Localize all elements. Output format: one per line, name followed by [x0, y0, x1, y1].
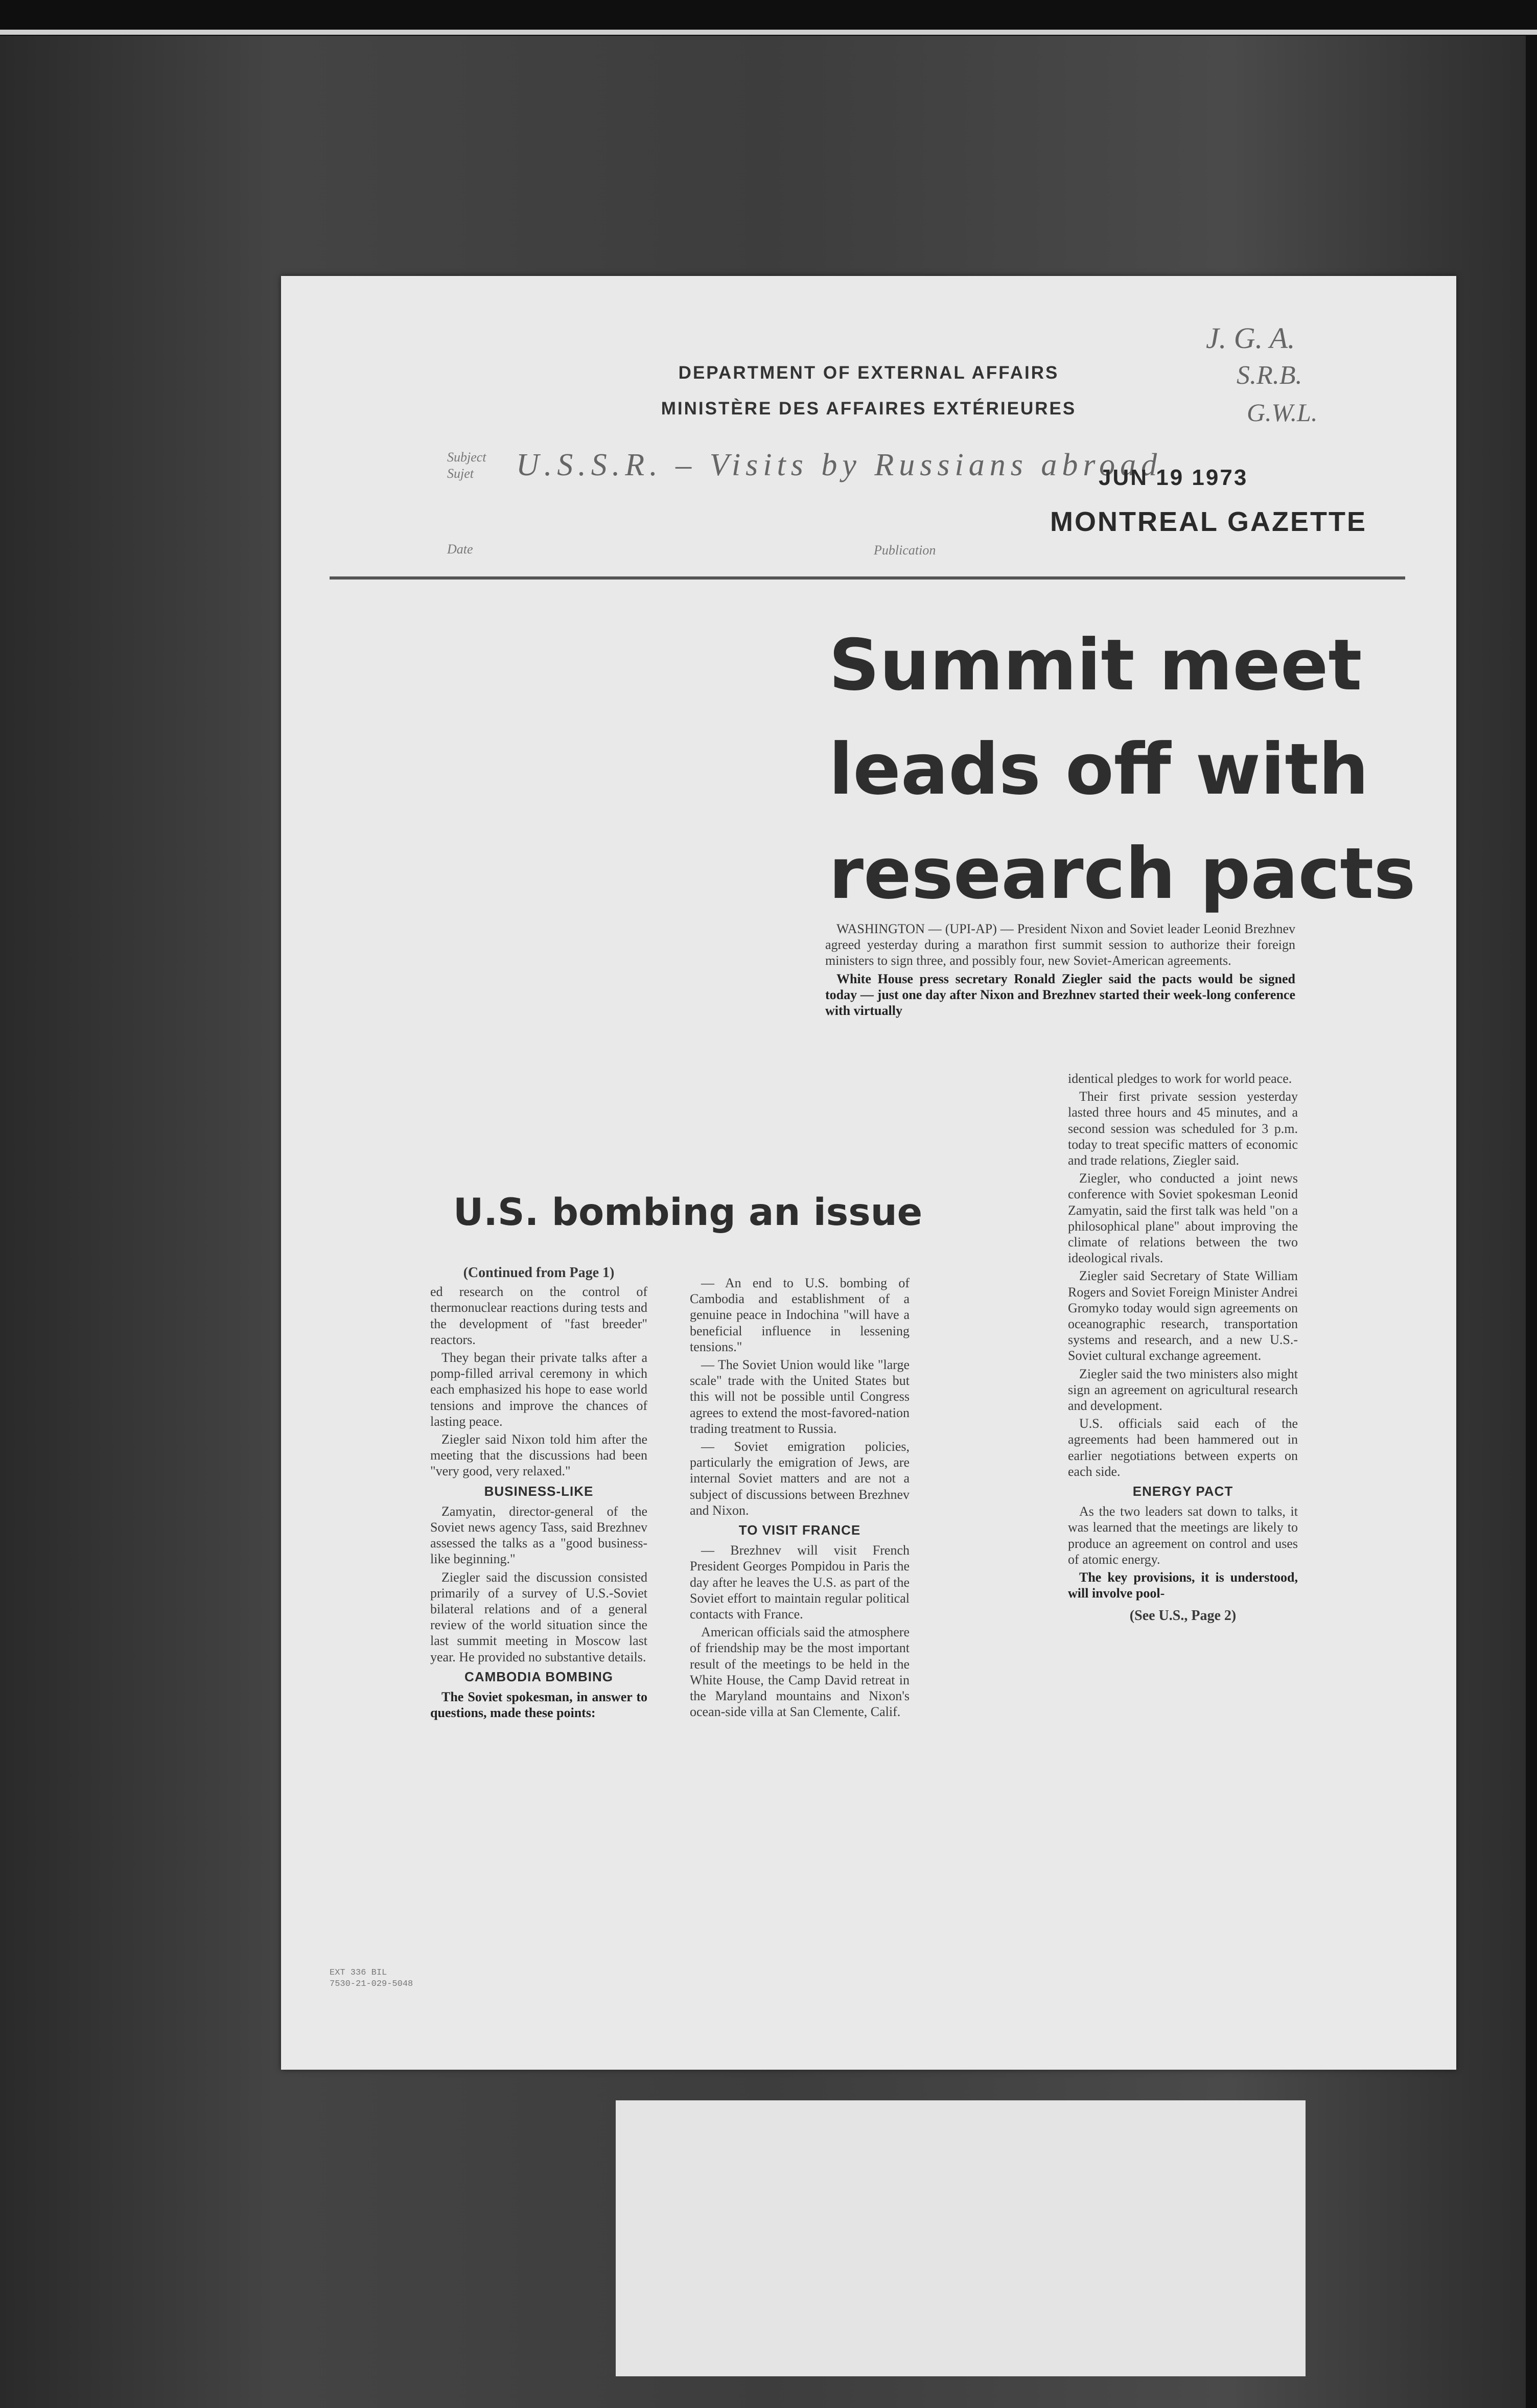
cont-col2-para-2: — The Soviet Union would like "large scale" trade with the United States but this will not be possible until Congress agrees to extend the most-favored-nation trading treatment to Russia. [690, 1357, 910, 1436]
film-edge-line [0, 30, 1537, 35]
cont-col2-para-3: — Soviet emigration policies, particularly the emigration of Jews, are internal Soviet matters and are not a subject of discussions between Brezhnev and Nixon. [690, 1439, 910, 1518]
right-para-2: Their first private session yesterday lasted three hours and 45 minutes, and a second session was scheduled for 3 p.m. today to treat specific matters of economic and trade relations, Ziegler said. [1068, 1089, 1298, 1168]
subject-handwriting: U.S.S.R. – Visits by Russians abroad [516, 448, 1162, 482]
continuation-headline: U.S. bombing an issue [453, 1191, 923, 1234]
date-label: Date [447, 542, 473, 557]
publication-stamp: MONTREAL GAZETTE [1050, 506, 1367, 537]
right-para-5: Ziegler said the two ministers also might sign an agreement on agricultural research and development. [1068, 1366, 1298, 1414]
continuation-column-1 [430, 1265, 647, 1723]
form-code-line-1: EXT 336 BIL [330, 1968, 387, 1978]
subhead-cambodia-bombing: CAMBODIA BOMBING [464, 1669, 613, 1684]
continued-from-note: (Continued from Page 1) [463, 1265, 615, 1281]
energy-para-2: The key provisions, it is understood, will involve pool- [1068, 1570, 1298, 1601]
article-right-column [1068, 1071, 1298, 1624]
main-headline [829, 613, 1416, 926]
handwritten-initials-2: S.R.B. [1237, 361, 1302, 390]
header-rule [330, 576, 1405, 580]
subject-label-fr: Sujet [447, 466, 474, 481]
right-para-6: U.S. officials said each of the agreements had been hammered out in earlier negotiations between experts on each side. [1068, 1416, 1298, 1479]
cont-para-6: The Soviet spokesman, in answer to questions, made these points: [430, 1689, 647, 1721]
headline-line-3: research pacts [829, 832, 1416, 915]
subhead-energy-pact: ENERGY PACT [1132, 1484, 1233, 1499]
right-para-1: identical pledges to work for world peace. [1068, 1071, 1292, 1086]
continuation-column-2 [690, 1275, 910, 1722]
cont-para-1: ed research on the control of thermonuclear reactions during tests and the development of "fast breeder" reactors. [430, 1284, 647, 1347]
headline-line-2: leads off with [829, 728, 1369, 811]
date-stamp: JUN 19 1973 [1099, 465, 1248, 490]
lead-paragraph-1: WASHINGTON — (UPI-AP) — President Nixon and Soviet leader Leonid Brezhnev agreed yesterday during a marathon first summit session to authorize their foreign ministers to sign three, and possibly four, new Soviet-American agreements. [825, 921, 1295, 968]
form-code-line-2: 7530-21-029-5048 [330, 1979, 413, 1989]
right-para-3: Ziegler, who conducted a joint news conference with Soviet spokesman Leonid Zamyatin, said the first talk was held "on a philosophical plane" about improving the climate of relations between the two ideological rivals. [1068, 1171, 1298, 1266]
form-code [330, 1967, 413, 1990]
lead-paragraph-2: White House press secretary Ronald Ziegler said the pacts would be signed today — just one day after Nixon and Brezhnev started their week-long conference with virtually [825, 971, 1295, 1018]
clipping-page [281, 276, 1456, 2070]
department-name-fr: MINISTÈRE DES AFFAIRES EXTÉRIEURES [661, 399, 1077, 419]
blank-slip [616, 2100, 1306, 2376]
film-border-right [1526, 36, 1537, 2408]
cont-para-5: Ziegler said the discussion consisted primarily of a survey of U.S.-Soviet bilateral relations and of a general review of the world situation since the last summit meeting in Moscow last year. He provided no substantive details. [430, 1569, 647, 1664]
cont-para-2: They began their private talks after a pomp-filled arrival ceremony in which each emphasized his hope to ease world tensions and improve the chances of lasting peace. [430, 1350, 647, 1429]
right-para-4: Ziegler said Secretary of State William Rogers and Soviet Foreign Minister Andrei Gromyko today would sign agreements on oceanographic research, transportation systems and research, and a new U.S.-Soviet cultural exchange agreement. [1068, 1268, 1298, 1363]
publication-label: Publication [874, 543, 936, 558]
subhead-business-like: BUSINESS-LIKE [484, 1483, 594, 1499]
cont-col2-para-5: American officials said the atmosphere of friendship may be the most important result of the meetings to be held in the White House, the Camp David retreat in the Maryland mountains and Nixon's ocean-side villa at San Clemente, Calif. [690, 1625, 910, 1720]
cont-para-4: Zamyatin, director-general of the Soviet news agency Tass, said Brezhnev assessed the talks as a "good business-like beginning." [430, 1503, 647, 1567]
cont-col2-para-4: — Brezhnev will visit French President Georges Pompidou in Paris the day after he leaves the U.S. as part of the Soviet effort to maintain regular political contacts with France. [690, 1543, 910, 1622]
department-name-en: DEPARTMENT OF EXTERNAL AFFAIRS [678, 363, 1059, 383]
cont-para-3: Ziegler said Nixon told him after the meeting that the discussions had been "very good, very relaxed." [430, 1432, 647, 1479]
energy-para-1: As the two leaders sat down to talks, it was learned that the meetings are likely to produce an agreement on control and uses of atomic energy. [1068, 1504, 1298, 1567]
lead-paragraphs [825, 921, 1295, 1021]
subhead-to-visit-france: TO VISIT FRANCE [738, 1522, 861, 1538]
cont-col2-para-1: — An end to U.S. bombing of Cambodia and establishment of a genuine peace in Indochina "will have a beneficial influence in lessening tensions." [690, 1276, 910, 1354]
handwritten-initials-3: G.W.L. [1247, 398, 1318, 427]
handwritten-initials-1: J. G. A. [1206, 321, 1295, 355]
headline-line-1: Summit meet [829, 624, 1362, 706]
subject-label: Subject [447, 450, 486, 465]
see-page-2: (See U.S., Page 2) [1129, 1607, 1237, 1624]
